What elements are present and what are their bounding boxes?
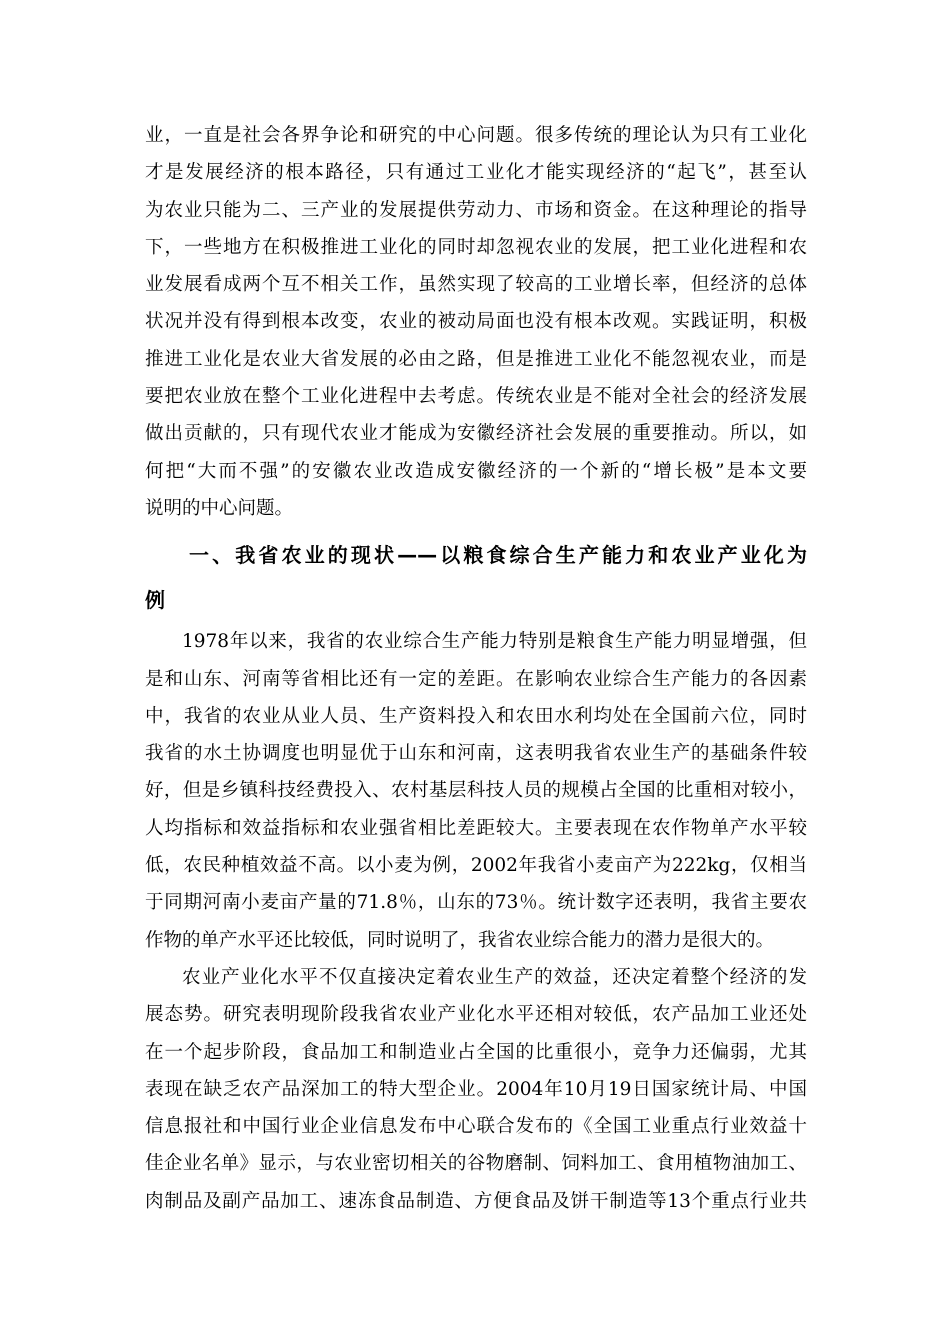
paragraph-intro xyxy=(145,117,807,527)
text-line: 在一个起步阶段，食品加工和制造业占全国的比重很小，竞争力还偏弱，尤其 xyxy=(145,1041,807,1063)
text-line: 中，我省的农业从业人员、生产资料投入和农田水利均处在全国前六位，同时 xyxy=(145,705,807,727)
text-line: 表现在缺乏农产品深加工的特大型企业。2004年10月19日国家统计局、中国 xyxy=(145,1078,807,1100)
text-line: 才是发展经济的根本路径，只有通过工业化才能实现经济的“起飞”，甚至认 xyxy=(145,162,807,184)
text-line: 我省的水土协调度也明显优于山东和河南，这表明我省农业生产的基础条件较 xyxy=(145,743,807,765)
text-line: 要把农业放在整个工业化进程中去考虑。传统农业是不能对全社会的经济发展 xyxy=(145,386,807,408)
text-line: 作物的单产水平还比较低，同时说明了，我省农业综合能力的潜力是很大的。 xyxy=(145,929,775,951)
section-heading-line: 例 xyxy=(145,588,165,613)
section-heading xyxy=(145,533,807,623)
text-line: 说明的中心问题。 xyxy=(145,497,294,519)
text-line: 展态势。研究表明现阶段我省农业产业化水平还相对较低，农产品加工业还处 xyxy=(145,1004,807,1026)
text-line: 好，但是乡镇科技经费投入、农村基层科技人员的规模占全国的比重相对较小， xyxy=(145,780,807,802)
text-line: 业，一直是社会各界争论和研究的中心问题。很多传统的理论认为只有工业化 xyxy=(145,125,807,146)
text-line: 1978年以来，我省的农业综合生产能力特别是粮食生产能力明显增强，但 xyxy=(182,631,807,653)
text-line: 状况并没有得到根本改变，农业的被动局面也没有根本改观。实践证明，积极 xyxy=(145,311,807,333)
text-line: 做出贡献的，只有现代农业才能成为安徽经济社会发展的重要推动。所以，如 xyxy=(145,423,807,445)
text-line: 肉制品及副产品加工、速冻食品制造、方便食品及饼干制造等13个重点行业共 xyxy=(145,1190,807,1212)
text-line: 于同期河南小麦亩产量的71.8％，山东的73％。统计数字还表明，我省主要农 xyxy=(145,892,807,914)
text-line: 人均指标和效益指标和农业强省相比差距较大。主要表现在农作物单产水平较 xyxy=(145,817,807,839)
paragraph-grain-capacity xyxy=(145,623,807,959)
paragraph-industrialization xyxy=(145,959,807,1220)
section-heading-line: 一、我省农业的现状——以粮食综合生产能力和农业产业化为 xyxy=(189,543,807,568)
text-line: 是和山东、河南等省相比还有一定的差距。在影响农业综合生产能力的各因素 xyxy=(145,668,807,690)
text-line: 推进工业化是农业大省发展的必由之路，但是推进工业化不能忽视农业，而是 xyxy=(145,348,807,370)
text-line: 何把“大而不强”的安徽农业改造成安徽经济的一个新的“增长极”是本文要 xyxy=(145,460,807,482)
text-line: 佳企业名单》显示，与农业密切相关的谷物磨制、饲料加工、食用植物油加工、 xyxy=(145,1153,807,1175)
document-page xyxy=(145,117,807,1220)
text-line: 低，农民种植效益不高。以小麦为例，2002年我省小麦亩产为222kg，仅相当 xyxy=(145,855,807,877)
text-line: 农业产业化水平不仅直接决定着农业生产的效益，还决定着整个经济的发 xyxy=(182,966,807,988)
text-line: 业发展看成两个互不相关工作，虽然实现了较高的工业增长率，但经济的总体 xyxy=(145,274,807,296)
text-line: 信息报社和中国行业企业信息发布中心联合发布的《全国工业重点行业效益十 xyxy=(145,1116,807,1138)
text-line: 下，一些地方在积极推进工业化的同时却忽视农业的发展，把工业化进程和农 xyxy=(145,236,807,258)
text-line: 为农业只能为二、三产业的发展提供劳动力、市场和资金。在这种理论的指导 xyxy=(145,199,807,221)
